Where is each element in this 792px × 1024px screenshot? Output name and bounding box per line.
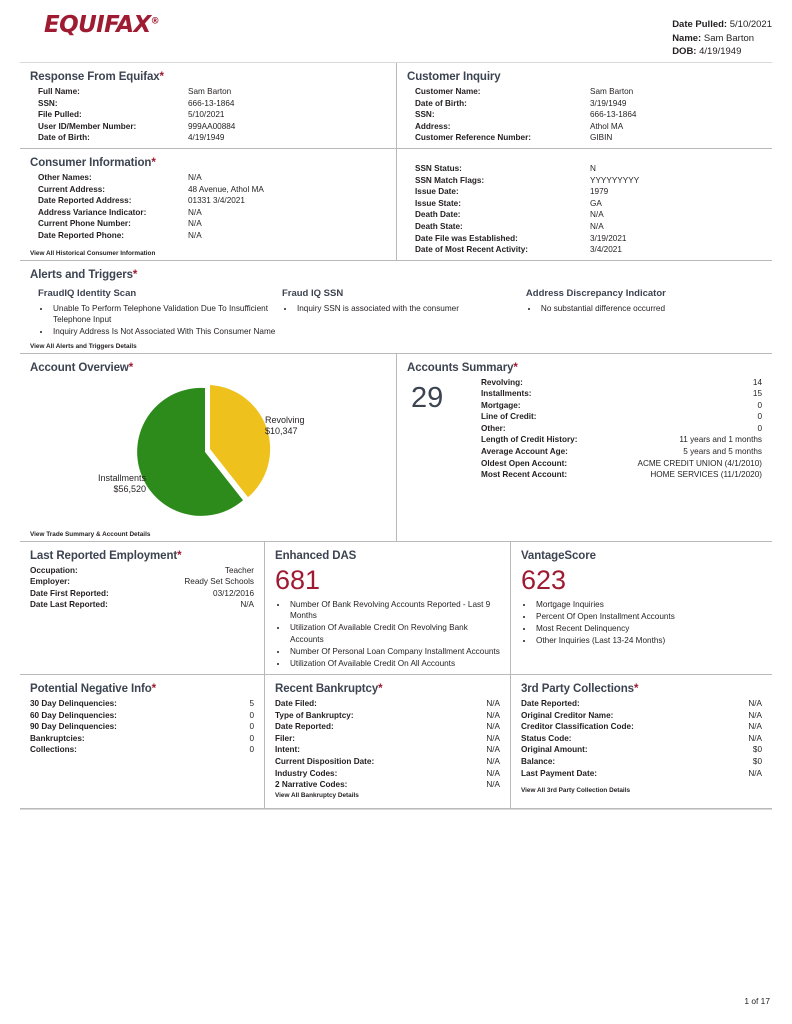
alerts-column-heading: FraudIQ Identity Scan (38, 287, 137, 299)
pie-label-revolving-value: $10,347 (265, 426, 298, 436)
list-item: • Unable To Perform Telephone Validation Due To Insufficient Telephone Input (51, 303, 282, 326)
section-account-overview (20, 354, 396, 541)
accounts-summary-body (407, 377, 762, 481)
pie-chart-svg (30, 377, 386, 527)
header-meta-row (672, 45, 772, 59)
accounts-summary-table (473, 377, 762, 481)
pie-label-revolving (265, 415, 305, 438)
table-row: Revolving: 14 (481, 377, 762, 387)
account-overview-pie-chart (30, 377, 386, 527)
response-from-equifax-table (30, 86, 386, 144)
vantage-score-value: 623 (521, 564, 567, 595)
table-row: 2 Narrative Codes: N/A (275, 780, 500, 790)
section-title-accounts-summary: Accounts Summary* (407, 361, 518, 374)
required-asterisk: * (151, 156, 156, 169)
name-label: Name: (672, 32, 702, 44)
section-title-consumer-information: Consumer Information* (30, 156, 156, 169)
section-title-third-party-collections: 3rd Party Collections* (521, 683, 639, 696)
alerts-column-heading: Fraud IQ SSN (281, 287, 344, 299)
alerts-column-heading: Address Discrepancy Indicator (525, 287, 666, 299)
table-row: Death State: N/A (415, 221, 604, 231)
vantage-score-reasons (521, 599, 762, 647)
list-item: • Inquiry Address Is Not Associated With This Consumer Name (51, 326, 282, 338)
equifax-logo (44, 14, 159, 37)
table-row: Date Reported: N/A (275, 722, 500, 732)
list-item: • Inquiry SSN is associated with the consumer (295, 303, 526, 315)
name-value: Sam Barton (703, 32, 755, 44)
section-title-last-reported-employment: Last Reported Employment* (30, 549, 182, 562)
pie-label-installments (54, 473, 146, 496)
section-consumer-information (20, 149, 396, 260)
table-row: 90 Day Delinquencies: 0 (30, 722, 254, 732)
third-party-collections-table (521, 698, 762, 779)
accounts-summary-table-wrap (473, 377, 762, 481)
table-row: Other Names: N/A (38, 172, 202, 182)
list-item: • Number Of Personal Loan Company Installment Accounts (288, 646, 500, 658)
alerts-column-fraud-iq-ssn (282, 284, 526, 339)
table-row: Address: Athol MA (415, 121, 624, 131)
section-customer-inquiry (396, 63, 772, 148)
table-row: Other: 0 (481, 423, 762, 433)
alerts-column-address-discrepancy-indicator (526, 284, 762, 339)
band-scores (20, 542, 772, 676)
table-row: Original Creditor Name: N/A (521, 710, 762, 720)
last-reported-employment-table (30, 565, 254, 611)
table-row: Customer Name: Sam Barton (415, 87, 634, 96)
required-asterisk: * (151, 683, 157, 696)
table-row: 60 Day Delinquencies: 0 (30, 710, 254, 720)
page-number: 1 of 17 (744, 996, 770, 1006)
table-row: Date of Birth: 3/19/1949 (415, 98, 627, 108)
band-consumer-information (20, 149, 772, 261)
required-asterisk: * (177, 549, 182, 562)
table-row: Date of Most Recent Activity: 3/4/2021 (415, 245, 622, 255)
header-meta-row (672, 18, 772, 32)
table-row: Bankruptcies: 0 (30, 733, 254, 743)
list-item: • Other Inquiries (Last 13-24 Months) (534, 635, 762, 647)
table-row: 30 Day Delinquencies: 5 (30, 699, 254, 709)
section-title-vantage-score: VantageScore (521, 549, 596, 562)
table-row: Issue Date: 1979 (415, 187, 609, 197)
table-row: Average Account Age: 5 years and 5 months (481, 447, 762, 457)
band-identity (20, 63, 772, 149)
band-alerts-and-triggers (20, 261, 772, 354)
link-view-all-historical-consumer-information[interactable]: View All Historical Consumer Information (30, 249, 156, 257)
section-title-account-overview: Account Overview* (30, 361, 134, 374)
consumer-information-table-right (407, 163, 762, 256)
accounts-summary-total: 29 (411, 381, 444, 414)
list-item: • Mortgage Inquiries (534, 599, 762, 611)
registered-trademark-icon: ® (150, 16, 159, 27)
table-row: File Pulled: 5/10/2021 (38, 110, 225, 120)
list-item: • Number Of Bank Revolving Accounts Reported - Last 9 Months (288, 599, 500, 622)
section-title-response-from-equifax: Response From Equifax* (30, 71, 164, 83)
table-row: SSN: 666-13-1864 (415, 110, 637, 120)
date-pulled-label: Date Pulled: (672, 19, 728, 30)
required-asterisk: * (159, 71, 164, 83)
table-row: Date First Reported: 03/12/2016 (30, 588, 254, 598)
list-item: • Utilization Of Available Credit On Revolving Bank Accounts (288, 622, 500, 645)
table-row: Occupation: Teacher (30, 565, 254, 575)
link-view-all-bankruptcy-details[interactable]: View All Bankruptcy Details (275, 791, 359, 799)
section-vantage-score (510, 542, 772, 675)
table-row: Collections: 0 (30, 745, 254, 755)
required-asterisk: * (132, 268, 138, 281)
table-row: Customer Reference Number: GIBIN (415, 133, 613, 143)
alerts-column-fraudiq-identity-scan (30, 284, 282, 339)
required-asterisk: * (513, 361, 518, 374)
table-row: Filer: N/A (275, 733, 500, 743)
required-asterisk: * (128, 361, 134, 374)
table-row: SSN: 666-13-1864 (38, 98, 235, 108)
dob-label: DOB: (672, 46, 697, 58)
section-title-enhanced-das: Enhanced DAS (275, 549, 357, 562)
table-row: Last Payment Date: N/A (521, 768, 762, 778)
table-row: Balance: $0 (521, 757, 762, 767)
table-row: SSN Match Flags: YYYYYYYYY (415, 175, 640, 185)
table-row: Date Reported Phone: N/A (38, 230, 202, 240)
section-accounts-summary (396, 354, 772, 541)
band-account-overview (20, 354, 772, 542)
required-asterisk: * (378, 683, 383, 696)
customer-inquiry-table (407, 86, 762, 144)
table-row: Installments: 15 (481, 389, 762, 399)
alerts-list (282, 303, 526, 315)
link-view-all-alerts-and-triggers-details[interactable]: View All Alerts and Triggers Details (30, 342, 137, 350)
table-row: Current Phone Number: N/A (38, 219, 202, 229)
list-item: • Utilization Of Available Credit On All Accounts (288, 658, 500, 670)
table-row: Type of Bankruptcy: N/A (275, 710, 500, 720)
table-row: Original Amount: $0 (521, 745, 762, 755)
potential-negative-info-table (30, 698, 254, 756)
date-pulled-value: 5/10/2021 (729, 19, 772, 30)
section-recent-bankruptcy (264, 675, 510, 808)
table-row: Full Name: Sam Barton (38, 87, 232, 96)
section-title-recent-bankruptcy: Recent Bankruptcy* (275, 683, 383, 696)
table-row: Industry Codes: N/A (275, 768, 500, 778)
table-row: Status Code: N/A (521, 733, 762, 743)
section-title-potential-negative-info: Potential Negative Info* (30, 683, 157, 696)
recent-bankruptcy-table (275, 698, 500, 791)
section-consumer-information-ssn (396, 149, 772, 260)
band-negative (20, 675, 772, 809)
table-row: SSN Status: N (415, 163, 596, 173)
dob-value: 4/19/1949 (699, 46, 742, 58)
header-meta-row (672, 32, 772, 46)
section-title-alerts-and-triggers: Alerts and Triggers* (30, 268, 138, 281)
table-row: Line of Credit: 0 (481, 412, 762, 422)
link-view-all-third-party-collection-details[interactable]: View All 3rd Party Collection Details (521, 787, 631, 795)
link-view-trade-summary-account-details[interactable]: View Trade Summary & Account Details (30, 530, 151, 538)
section-enhanced-das (264, 542, 510, 675)
table-row: Intent: N/A (275, 745, 500, 755)
alerts-list (38, 303, 282, 338)
table-row: Date of Birth: 4/19/1949 (38, 133, 225, 143)
section-third-party-collections (510, 675, 772, 808)
page-header (0, 0, 792, 62)
alerts-list (526, 303, 762, 315)
table-row: Current Address: 48 Avenue, Athol MA (38, 184, 264, 194)
section-alerts-and-triggers (20, 261, 772, 353)
enhanced-das-reasons (275, 599, 500, 670)
table-row: Most Recent Account: HOME SERVICES (11/1/2020) (481, 470, 762, 480)
table-row: Date Filed: N/A (275, 699, 500, 709)
equifax-logo-text: EQUIFAX (44, 12, 151, 38)
list-item: • No substantial difference occurred (539, 303, 762, 315)
alerts-columns (30, 284, 762, 339)
table-row: Oldest Open Account: ACME CREDIT UNION (4/1/2010) (481, 458, 762, 468)
table-row: Death Date: N/A (415, 210, 604, 220)
pie-label-installments-value: $56,520 (113, 484, 146, 494)
table-row: Employer: Ready Set Schools (30, 577, 254, 587)
table-row: Issue State: GA (415, 198, 602, 208)
table-row: Date File was Established: 3/19/2021 (415, 233, 627, 243)
section-potential-negative-info (20, 675, 264, 808)
enhanced-das-score: 681 (275, 564, 321, 595)
pie-label-installments-name: Installments (97, 472, 146, 483)
pie-label-revolving-name: Revolving (265, 414, 305, 425)
list-item: • Percent Of Open Installment Accounts (534, 611, 762, 623)
table-row: Creditor Classification Code: N/A (521, 722, 762, 732)
table-row: User ID/Member Number: 999AA00884 (38, 121, 236, 131)
table-row: Address Variance Indicator: N/A (38, 207, 202, 217)
section-response-from-equifax (20, 63, 396, 148)
header-metadata (672, 18, 772, 59)
section-title-customer-inquiry: Customer Inquiry (407, 71, 501, 83)
table-row: Date Last Reported: N/A (30, 600, 254, 610)
section-last-reported-employment (20, 542, 264, 675)
table-row: Date Reported Address: 01331 3/4/2021 (38, 196, 245, 206)
consumer-information-table-left (30, 172, 386, 242)
table-row: Length of Credit History: 11 years and 1 months (481, 435, 762, 445)
report-body (20, 62, 772, 810)
table-row: Date Reported: N/A (521, 699, 762, 709)
table-row: Mortgage: 0 (481, 400, 762, 410)
list-item: • Most Recent Delinquency (534, 623, 762, 635)
table-row: Current Disposition Date: N/A (275, 757, 500, 767)
required-asterisk: * (633, 683, 639, 696)
